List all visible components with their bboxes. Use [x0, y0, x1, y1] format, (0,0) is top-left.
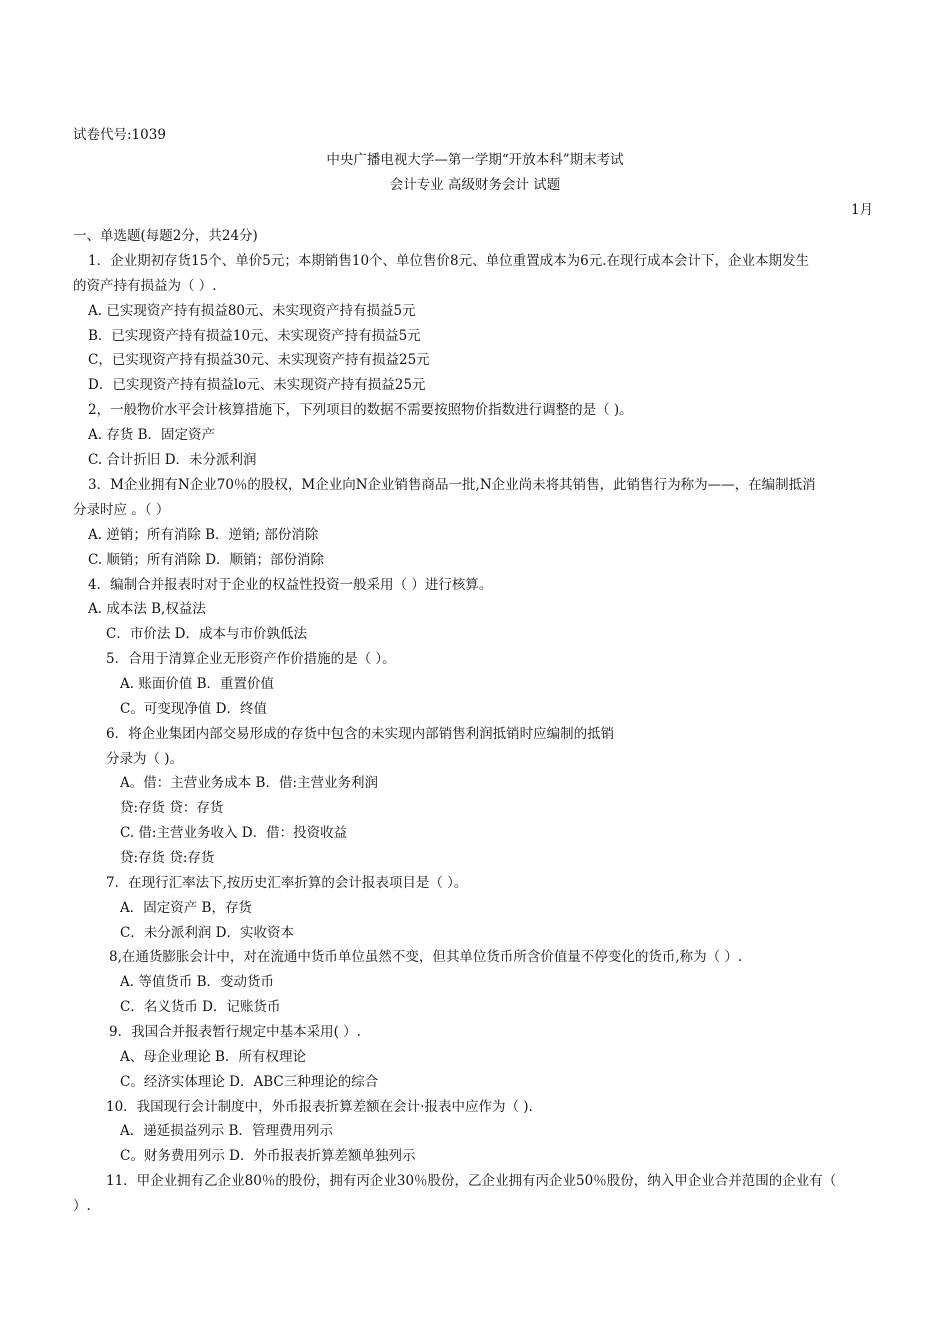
question-2-options-ab: A. 存货 B．固定资产: [88, 427, 216, 443]
question-1-option-d: D．已实现资产持有损益lo元、未实现资产持有损益25元: [88, 377, 426, 393]
question-3-options-cd: C. 顺销；所有消除 D．顺销；部份消除: [88, 552, 325, 568]
question-11-line-1: 11．甲企业拥有乙企业80％的股份，拥有丙企业30％股份，乙企业拥有丙企业50％股份，纳入甲企业合并范围的企业有（: [106, 1173, 837, 1189]
question-10-options-cd: C。财务费用列示 D．外币报表折算差额单独列示: [120, 1148, 416, 1164]
question-7: 7．在现行汇率法下,按历史汇率折算的会计报表项目是（ ）。: [106, 875, 468, 891]
question-5-options-cd: C。可变现净值 D．终值: [120, 701, 267, 717]
exam-subtitle: 会计专业 高级财务会计 试题: [389, 177, 561, 193]
question-1-option-b: B．已实现资产持有损益10元、未实现资产持有损益5元: [88, 328, 421, 344]
question-3-options-ab: A. 逆销；所有消除 B．逆销; 部份消除: [88, 527, 319, 543]
question-7-options-cd: C．未分派利润 D．实收资本: [120, 925, 294, 941]
question-2-options-cd: C. 合计折旧 D．未分派利润: [88, 452, 257, 468]
question-8: 8,在通货膨胀会计中，对在流通中货币单位虽然不变，但其单位货币所含价值量不停变化的货币,称为（ ）.: [109, 949, 743, 965]
question-6-options-cd: C. 借:主营业务收入 D．借：投资收益: [120, 825, 348, 841]
question-9-options-cd: C。经济实体理论 D．ABC三种理论的综合: [120, 1074, 379, 1090]
question-11-line-2: ）.: [73, 1198, 91, 1214]
question-7-options-ab: A．固定资产 B，存货: [120, 900, 252, 916]
question-8-options-ab: A. 等值货币 B．变动货币: [120, 974, 275, 990]
question-1-line-2: 的资产持有损益为（ ）.: [73, 278, 217, 294]
question-6-options-ab-credit: 贷:存货 贷：存货: [120, 800, 224, 816]
question-5-options-ab: A. 账面价值 B．重置价值: [120, 676, 275, 692]
question-3-line-2: 分录时应 。（ ）: [73, 502, 170, 518]
question-4-options-cd: C．市价法 D．成本与市价孰低法: [106, 626, 307, 642]
question-1-line-1: 1．企业期初存货15个、单价5元；本期销售10个、单位售价8元、单位重置成本为6元.在现行成本会计下，企业本期发生: [88, 253, 810, 269]
question-8-options-cd: C．名义货币 D．记账货币: [120, 999, 281, 1015]
section-heading: 一、单选题(每题2分，共24分): [73, 228, 258, 244]
question-6-line-2: 分录为（ )。: [106, 751, 184, 767]
question-10: 10．我国现行会计制度中，外币报表折算差额在会计·报表中应作为（ ).: [106, 1099, 533, 1115]
question-5: 5．合用于清算企业无形资产作价措施的是（ ）。: [106, 651, 396, 667]
question-9-options-ab: A、母企业理论 B．所有权理论: [120, 1049, 306, 1065]
question-6-line-1: 6．将企业集团内部交易形成的存货中包含的未实现内部销售利润抵销时应编制的抵销: [106, 726, 615, 742]
exam-title: 中央广播电视大学—第一学期“开放本科”期末考试: [326, 152, 624, 168]
question-1-option-a: A. 已实现资产持有损益80元、未实现资产持有损益5元: [88, 303, 416, 319]
question-1-option-c: C，已实现资产持有损益30元、未实现资产持有损益25元: [88, 352, 430, 368]
question-9: 9．我国合并报表暂行规定中基本采用( ）.: [109, 1024, 361, 1040]
question-6-options-ab: A。借：主营业务成本 B．借:主营业务利润: [120, 775, 379, 791]
question-6-options-cd-credit: 贷:存货 贷:存货: [120, 850, 215, 866]
question-3-line-1: 3．M企业拥有N企业70％的股权，M企业向N企业销售商品一批,N企业尚未将其销售，此销售行为称为——，在编制抵消: [88, 477, 816, 493]
exam-code: 试卷代号:1039: [73, 127, 166, 143]
question-2: 2，一般物价水平会计核算措施下，下列项目的数据不需要按照物价指数进行调整的是（ )。: [88, 402, 633, 418]
question-4: 4．编制合并报表时对于企业的权益性投资一般采用（ ）进行核算。: [88, 577, 493, 593]
question-10-options-ab: A．递延损益列示 B．管理费用列示: [120, 1123, 333, 1139]
exam-date: 1月: [851, 202, 874, 218]
question-4-options-ab: A. 成本法 B,权益法: [88, 601, 206, 617]
